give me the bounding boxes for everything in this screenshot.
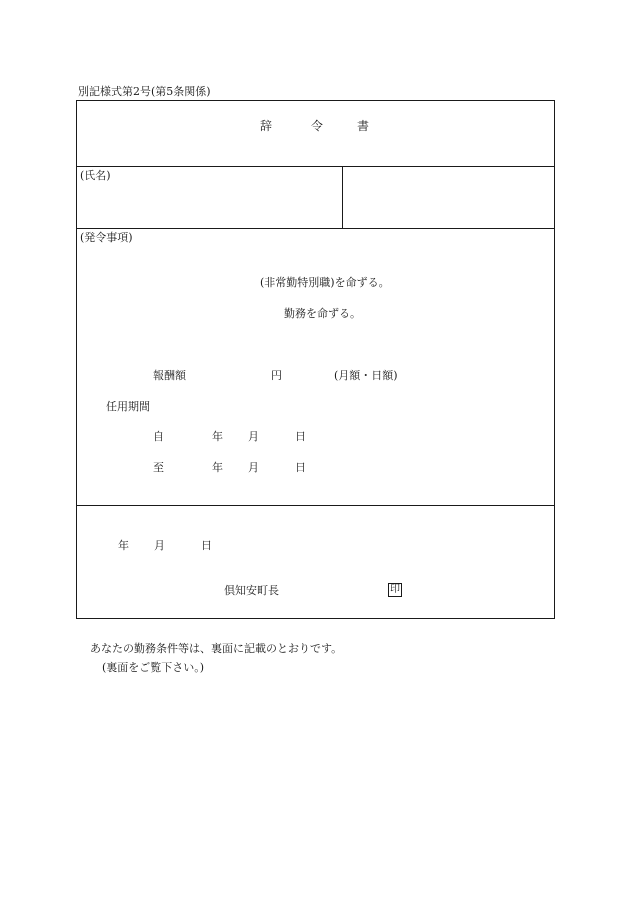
appointment-form bbox=[76, 100, 555, 619]
pay-label: 報酬額 bbox=[153, 369, 186, 382]
yen-label: 円 bbox=[271, 369, 282, 382]
matters-label: (発令事項) bbox=[80, 231, 133, 244]
title-char-1: 辞 bbox=[260, 119, 273, 133]
title-char-3: 書 bbox=[357, 119, 370, 133]
term-from-label: 自 bbox=[153, 430, 164, 443]
issue-month: 月 bbox=[154, 539, 165, 552]
name-row-divider bbox=[342, 166, 343, 228]
term-from-month: 月 bbox=[248, 430, 259, 443]
footer-note-2: (裏面をご覧下さい。) bbox=[102, 661, 205, 674]
title-char-2: 令 bbox=[311, 119, 324, 133]
term-label: 任用期間 bbox=[106, 400, 150, 413]
appointment-line: (非常勤特別職)を命ずる。 bbox=[260, 276, 390, 289]
title-divider bbox=[76, 166, 555, 167]
form-label: 別記様式第2号(第5条関係) bbox=[78, 85, 211, 98]
matters-divider bbox=[76, 505, 555, 506]
term-to-day: 日 bbox=[295, 461, 306, 474]
duty-line: 勤務を命ずる。 bbox=[284, 307, 361, 320]
issue-year: 年 bbox=[118, 539, 129, 552]
term-to-label: 至 bbox=[153, 461, 164, 474]
issuer-name: 倶知安町長 bbox=[224, 584, 279, 597]
seal-stamp: 印 bbox=[390, 584, 400, 595]
name-divider bbox=[76, 228, 555, 229]
term-from-day: 日 bbox=[295, 430, 306, 443]
term-to-year: 年 bbox=[212, 461, 223, 474]
term-from-year: 年 bbox=[212, 430, 223, 443]
name-label: (氏名) bbox=[80, 169, 111, 182]
footer-note-1: あなたの勤務条件等は、裏面に記載のとおりです。 bbox=[90, 642, 343, 655]
term-to-month: 月 bbox=[248, 461, 259, 474]
pay-unit-note: (月額・日額) bbox=[334, 369, 398, 382]
issue-day: 日 bbox=[201, 539, 212, 552]
